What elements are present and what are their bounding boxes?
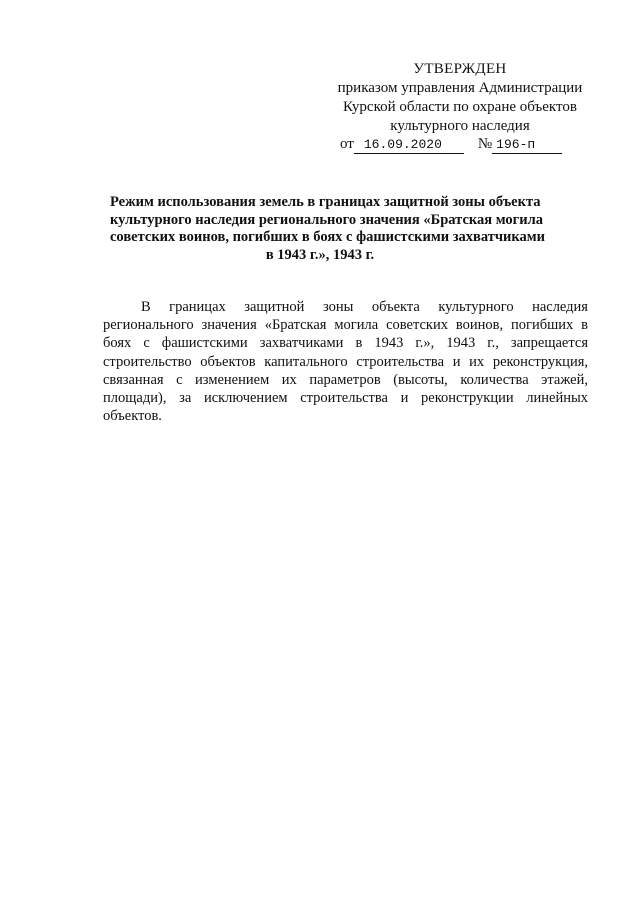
approval-line-1: приказом управления Администрации: [337, 80, 583, 96]
approval-heading: УТВЕРЖДЕН: [413, 61, 507, 77]
from-label: от: [340, 136, 354, 152]
order-number: 196-п: [492, 137, 562, 154]
order-date: 16.09.2020: [354, 137, 464, 154]
approval-line-3: культурного наследия: [390, 118, 530, 134]
order-date-number-line: [340, 134, 580, 154]
approval-block: [330, 60, 590, 136]
body-line-4: строительство объектов капитального строительства и их реконструкция,: [103, 353, 588, 370]
title-line-2: культурного наследия регионального значения «Братская могила: [110, 211, 544, 228]
number-label: №: [477, 136, 493, 152]
body-line-1: В границах защитной зоны объекта культурного наследия: [141, 299, 588, 315]
approval-line-2: Курской области по охране объектов: [343, 99, 577, 115]
body-line-3: боях с фашистскими захватчиками в 1943 г.», 1943 г., запрещается: [103, 335, 588, 352]
title-line-4: в 1943 г.», 1943 г.: [265, 246, 375, 263]
document-body: [103, 298, 588, 425]
body-line-2: регионального значения «Братская могила советских воинов, погибших в: [103, 317, 588, 334]
title-line-3: советских воинов, погибших в боях с фашистскими захватчиками: [110, 229, 546, 245]
title-line-1: Режим использования земель в границах защитной зоны объекта: [110, 194, 541, 210]
body-line-5: связанная с изменением их параметров (высоты, количества этажей,: [103, 371, 588, 388]
document-title: [110, 194, 546, 264]
body-line-6: площади), за исключением строительства и реконструкции линейных: [103, 390, 588, 407]
body-line-7: объектов.: [103, 408, 162, 425]
